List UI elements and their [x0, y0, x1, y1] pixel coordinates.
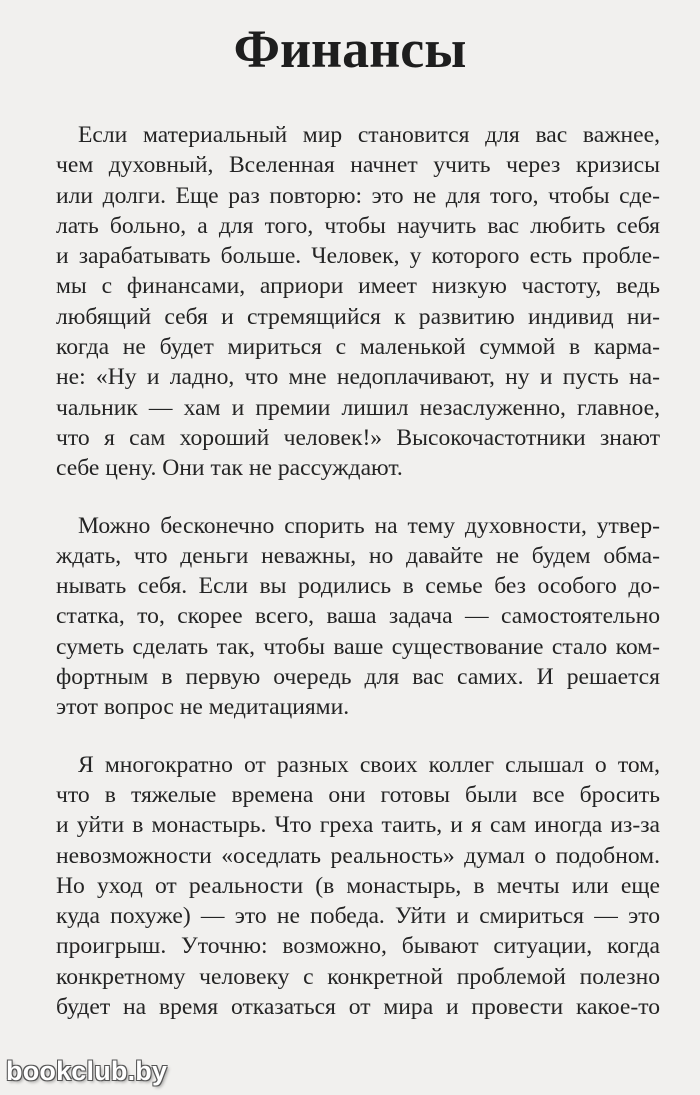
paragraph-gap — [56, 723, 660, 750]
paragraph-gap — [56, 484, 660, 511]
text-line: мы с финансами, априори имеет низкую частоту, ведь — [56, 273, 660, 300]
text-line: фортным в первую очередь для вас самих. И решается — [56, 664, 660, 691]
text-line: Если материальный мир становится для вас важнее, — [78, 122, 660, 148]
text-line: конкретному человеку с конкретной проблемой полезно — [56, 963, 660, 990]
text-line: лать больно, а для того, чтобы научить вас любить себя — [56, 212, 660, 239]
paragraph — [56, 511, 660, 723]
text-line: когда не будет мириться с маленькой суммой в карма- — [56, 334, 660, 361]
text-line: чем духовный, Вселенная начнет учить через кризисы — [56, 152, 660, 179]
text-line: любящий себя и стремящийся к развитию индивид ни- — [56, 303, 660, 330]
text-line: не: «Ну и ладно, что мне недоплачивают, ну и пусть на- — [56, 364, 660, 391]
text-line: проигрыш. Уточню: возможно, бывают ситуации, когда — [56, 933, 660, 960]
text-line: нывать себя. Если вы родились в семье без особого до- — [56, 573, 660, 600]
text-line: статка, то, скорее всего, ваша задача — самостоятельно — [56, 603, 660, 630]
text-line: и зарабатывать больше. Человек, у которого есть пробле- — [56, 243, 660, 270]
text-line: ждать, что деньги неважны, но давайте не будем обма- — [56, 542, 660, 569]
text-line: и уйти в монастырь. Что греха таить, и я сам иногда из-за — [56, 812, 660, 839]
text-line: суметь сделать так, чтобы ваше существование стало ком- — [56, 633, 660, 660]
watermark-logo: bookclub.by — [6, 1056, 168, 1086]
text-line: куда похуже) — это не победа. Уйти и смириться — это — [56, 903, 660, 930]
page-title: Финансы — [233, 19, 467, 79]
text-line: Я многократно от разных своих коллег слышал о том, — [78, 751, 660, 778]
text-line: что я сам хороший человек!» Высокочастотники знают — [56, 424, 660, 451]
text-line: будет на время отказаться от мира и провести какое-то — [56, 994, 660, 1021]
body-text — [56, 120, 660, 1022]
paragraph — [56, 750, 660, 1023]
text-line: этот вопрос не медитациями. — [56, 694, 350, 721]
text-line: невозможности «оседлать реальность» думал о подобном. — [56, 842, 660, 869]
text-line: себе цену. Они так не рассуждают. — [56, 455, 403, 482]
paragraph — [56, 120, 660, 484]
text-line: чальник — хам и премии лишил незаслуженно, главное, — [56, 394, 660, 421]
text-line: или долги. Еще раз повторю: это не для того, чтобы сде- — [56, 182, 660, 209]
text-line: Можно бесконечно спорить на тему духовности, утвер- — [78, 512, 660, 539]
text-line: что в тяжелые времена они готовы были все бросить — [56, 781, 660, 808]
text-line: Но уход от реальности (в монастырь, в мечты или еще — [56, 872, 660, 899]
